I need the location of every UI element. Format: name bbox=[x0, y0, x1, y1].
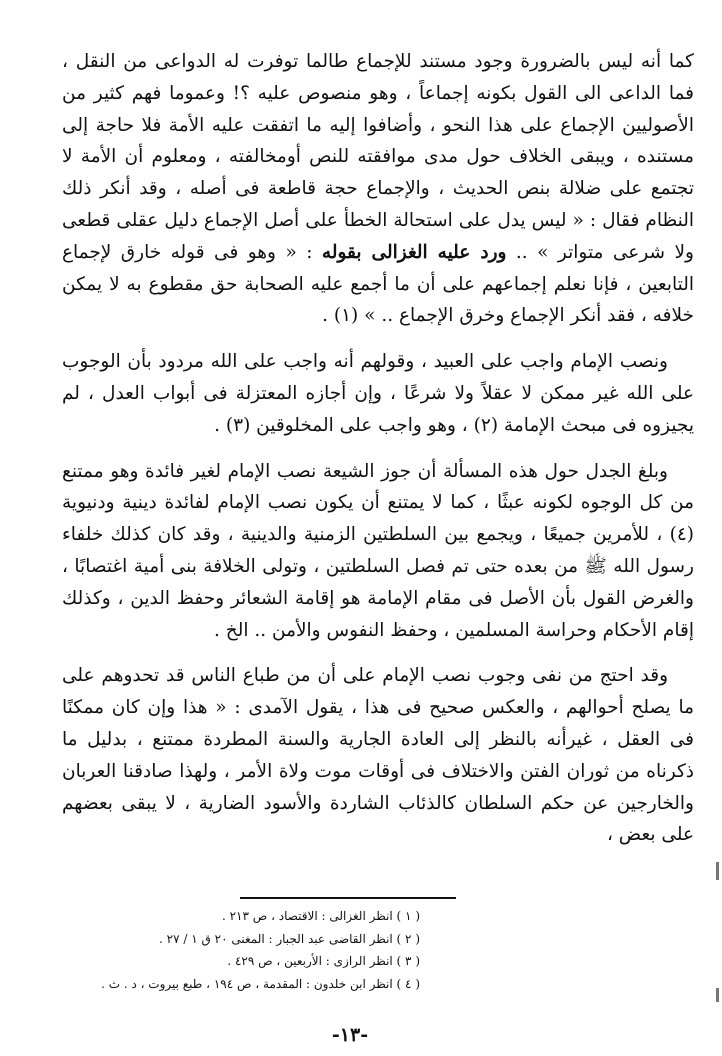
bold-phrase: ورد عليه الغزالى بقوله bbox=[321, 241, 507, 263]
paragraph bbox=[62, 46, 694, 332]
paragraph bbox=[62, 456, 694, 647]
paragraph-text: وقد احتج من نفى وجوب نصب الإمام على أن من طباع الناس قد تحدوهم على ما يصلح أحوالهم ، والعكس صحيح فى هذا ، يقول الآمدى : « هذا وإن كان ممكنًا فى العقل ، غيرأنه بالنظر إلى العادة الجارية والسنة المطردة ممتنع ، بدليل ما ذكرناه من ثوران الفتن والاختلاف فى أوقات موت ولاة الأمر ، ولهذا صادقنا العربان والخارجين عن حكم السلطان كالذئاب الشاردة والأسود الضارية ، لا يبقى بعضهم على بعض ، bbox=[62, 665, 694, 846]
scan-edge-mark bbox=[716, 862, 719, 880]
body-text bbox=[62, 46, 694, 865]
paragraph-text: ونصب الإمام واجب على العبيد ، وقولهم أنه واجب على الله مردود بأن الوجوب على الله غير ممكن لا عقلاً ولا شرعًا ، وإن أجازه المعتزلة فى أبواب العدل ، لم يجيزوه فى مبحث الإمامة (٢) ، وهو واجب على المخلوقين (٣) . bbox=[62, 351, 694, 436]
paragraph-text: كما أنه ليس بالضرورة وجود مستند للإجماع طالما توفرت له الدواعى من النقل ، فما الداعى الى القول بكونه إجماعاً ، وهو منصوص عليه ؟! وعموما فهم كثير من الأصوليين الإجماع على هذا النحو ، وأضافوا إليه ما اتفقت عليه الأمة فلا حاجة إلى مستنده ، ويبقى الخلاف حول مدى موافقته للنص أومخالفته ، ومعلوم أن الأمة لا تجتمع على ضلالة بنص الحديث ، والإجماع حجة قاطعة فى أصله ، وقد أنكر ذلك النظام فقال : « ليس يدل على استحالة الخطأ على أصل الإجماع دليل عقلى قطعى ولا شرعى متواتر » .. bbox=[62, 51, 694, 263]
scan-edge-mark bbox=[716, 988, 719, 1002]
paragraph-text: : « وهو فى قوله خارق لإجماع التابعين ، فإنا نعلم إجماعهم على أن ما أجمع عليه الصحابة حق مقطوع به لا يمكن خلافه ، فقد أنكر الإجماع وخرق الإجماع .. » (١) . bbox=[62, 241, 694, 327]
footnote-2: ( ٢ ) انظر القاضى عبد الجبار : المغنى ٢٠ ق ١ / ٢٧ . bbox=[159, 931, 420, 946]
paragraph bbox=[62, 660, 694, 851]
footnotes bbox=[62, 905, 420, 995]
paragraph-text: وبلغ الجدل حول هذه المسألة أن جوز الشيعة نصب الإمام لغير فائدة وهو ممتنع من كل الوجوه لكونه عبثًا ، كما لا يمتنع أن يكون نصب الإمام لفائدة دينية ودنيوية (٤) ، للأمرين جميعًا ، ويجمع بين السلطتين الزمنية والدينية ، وقد كان كذلك خلفاء رسول الله ﷺ من بعده حتى تم فصل السلطتين ، وتولى الخلافة بنى أمية اغتصابًا ، والغرض القول بأن الأصل فى مقام الإمامة هو إقامة الشعائر وحفظ الدين ، وكذلك إقام الأحكام وحراسة المسلمين ، وحفظ النفوس والأمن .. الخ . bbox=[62, 460, 694, 641]
footnote-4: ( ٤ ) انظر ابن خلدون : المقدمة ، ص ١٩٤ ، طبع بيروت ، د . ث . bbox=[101, 976, 420, 991]
footnote-1: ( ١ ) انظر الغزالى : الاقتصاد ، ص ٢١٣ . bbox=[221, 909, 420, 923]
footnote-separator bbox=[240, 897, 456, 899]
paragraph bbox=[62, 346, 694, 441]
page-number: -١٣- bbox=[331, 1024, 369, 1046]
footnote-3: ( ٣ ) انظر الرازى : الأربعين ، ص ٤٢٩ . bbox=[227, 954, 420, 968]
